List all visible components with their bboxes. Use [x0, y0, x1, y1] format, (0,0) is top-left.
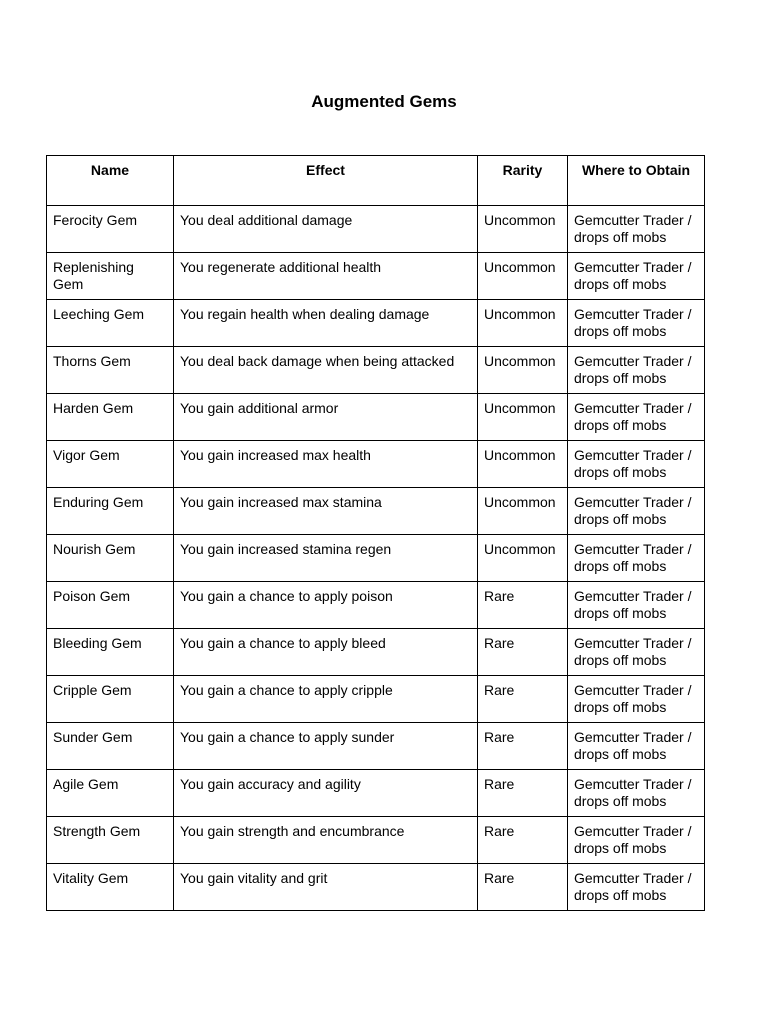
gem-name-cell: Strength Gem	[47, 817, 174, 864]
gem-name-cell: Bleeding Gem	[47, 629, 174, 676]
gem-name-cell: Replenishing Gem	[47, 253, 174, 300]
gem-effect-cell: You gain vitality and grit	[174, 864, 478, 911]
header-where-to-obtain: Where to Obtain	[568, 156, 705, 206]
table-row	[47, 864, 705, 911]
gem-rarity-cell: Rare	[478, 582, 568, 629]
table-row	[47, 723, 705, 770]
table-row	[47, 582, 705, 629]
gem-rarity-cell: Rare	[478, 864, 568, 911]
gem-rarity-cell: Rare	[478, 723, 568, 770]
gem-rarity-cell: Uncommon	[478, 206, 568, 253]
gem-name-cell: Cripple Gem	[47, 676, 174, 723]
header-name: Name	[47, 156, 174, 206]
gem-effect-cell: You gain additional armor	[174, 394, 478, 441]
gem-rarity-cell: Uncommon	[478, 394, 568, 441]
page-title: Augmented Gems	[311, 92, 457, 111]
gem-rarity-cell: Rare	[478, 817, 568, 864]
gem-effect-cell: You regain health when dealing damage	[174, 300, 478, 347]
gem-rarity-cell: Uncommon	[478, 347, 568, 394]
table-row	[47, 300, 705, 347]
gem-name-cell: Leeching Gem	[47, 300, 174, 347]
gem-effect-cell: You gain a chance to apply cripple	[174, 676, 478, 723]
gem-rarity-cell: Uncommon	[478, 488, 568, 535]
gem-name-cell: Nourish Gem	[47, 535, 174, 582]
table-row	[47, 488, 705, 535]
gem-obtain-cell: Gemcutter Trader / drops off mobs	[568, 300, 705, 347]
gem-obtain-cell: Gemcutter Trader / drops off mobs	[568, 723, 705, 770]
gem-name-cell: Harden Gem	[47, 394, 174, 441]
gem-effect-cell: You gain a chance to apply poison	[174, 582, 478, 629]
gem-effect-cell: You gain strength and encumbrance	[174, 817, 478, 864]
gem-obtain-cell: Gemcutter Trader / drops off mobs	[568, 676, 705, 723]
gem-effect-cell: You gain a chance to apply sunder	[174, 723, 478, 770]
gem-obtain-cell: Gemcutter Trader / drops off mobs	[568, 347, 705, 394]
gem-effect-cell: You gain increased max health	[174, 441, 478, 488]
gem-effect-cell: You deal back damage when being attacked	[174, 347, 478, 394]
gem-rarity-cell: Uncommon	[478, 535, 568, 582]
table-row	[47, 770, 705, 817]
gem-name-cell: Vigor Gem	[47, 441, 174, 488]
gem-rarity-cell: Rare	[478, 629, 568, 676]
table-row	[47, 535, 705, 582]
gem-effect-cell: You gain a chance to apply bleed	[174, 629, 478, 676]
gem-obtain-cell: Gemcutter Trader / drops off mobs	[568, 535, 705, 582]
gem-effect-cell: You gain increased max stamina	[174, 488, 478, 535]
gem-name-cell: Sunder Gem	[47, 723, 174, 770]
gem-rarity-cell: Uncommon	[478, 253, 568, 300]
gem-obtain-cell: Gemcutter Trader / drops off mobs	[568, 394, 705, 441]
gem-name-cell: Thorns Gem	[47, 347, 174, 394]
gem-obtain-cell: Gemcutter Trader / drops off mobs	[568, 770, 705, 817]
header-rarity: Rarity	[478, 156, 568, 206]
gem-rarity-cell: Rare	[478, 770, 568, 817]
table-row	[47, 394, 705, 441]
gem-obtain-cell: Gemcutter Trader / drops off mobs	[568, 253, 705, 300]
gem-obtain-cell: Gemcutter Trader / drops off mobs	[568, 488, 705, 535]
gem-obtain-cell: Gemcutter Trader / drops off mobs	[568, 441, 705, 488]
gem-name-cell: Ferocity Gem	[47, 206, 174, 253]
gem-name-cell: Enduring Gem	[47, 488, 174, 535]
table-row	[47, 441, 705, 488]
table-row	[47, 817, 705, 864]
gem-obtain-cell: Gemcutter Trader / drops off mobs	[568, 582, 705, 629]
gem-obtain-cell: Gemcutter Trader / drops off mobs	[568, 864, 705, 911]
table-row	[47, 676, 705, 723]
table-row	[47, 206, 705, 253]
gem-effect-cell: You gain increased stamina regen	[174, 535, 478, 582]
gem-rarity-cell: Uncommon	[478, 441, 568, 488]
table-row	[47, 253, 705, 300]
gem-effect-cell: You regenerate additional health	[174, 253, 478, 300]
gem-effect-cell: You deal additional damage	[174, 206, 478, 253]
gem-obtain-cell: Gemcutter Trader / drops off mobs	[568, 629, 705, 676]
gems-table	[46, 155, 705, 911]
gem-rarity-cell: Uncommon	[478, 300, 568, 347]
gem-obtain-cell: Gemcutter Trader / drops off mobs	[568, 206, 705, 253]
table-row	[47, 347, 705, 394]
table-header-row	[47, 156, 705, 206]
gem-obtain-cell: Gemcutter Trader / drops off mobs	[568, 817, 705, 864]
gem-name-cell: Poison Gem	[47, 582, 174, 629]
table-row	[47, 629, 705, 676]
gem-name-cell: Vitality Gem	[47, 864, 174, 911]
gem-rarity-cell: Rare	[478, 676, 568, 723]
gem-name-cell: Agile Gem	[47, 770, 174, 817]
header-effect: Effect	[174, 156, 478, 206]
gem-effect-cell: You gain accuracy and agility	[174, 770, 478, 817]
